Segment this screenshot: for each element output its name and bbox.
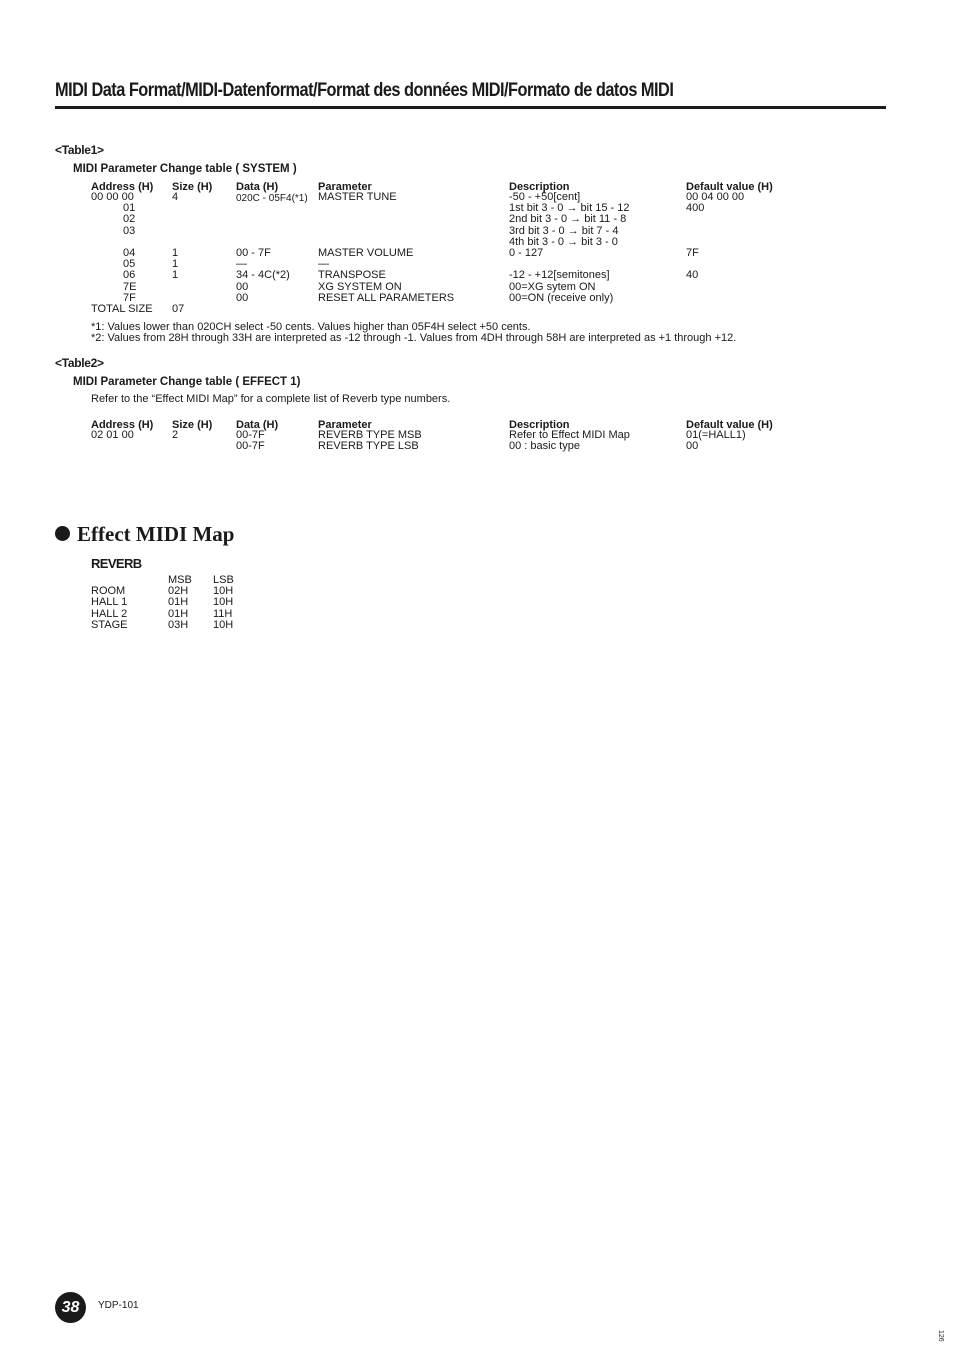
reverb-msb: 01H: [168, 596, 189, 608]
cell-address: 7F: [123, 292, 136, 304]
cell-description: 00=XG sytem ON: [509, 281, 596, 293]
cell-size: 07: [172, 303, 185, 315]
table2-header-data: Data (H): [236, 419, 279, 431]
cell-address: 02: [123, 213, 136, 225]
table1-header-default: Default value (H): [686, 181, 773, 193]
reverb-name: HALL 2: [91, 608, 128, 620]
cell-address: 7E: [123, 281, 137, 293]
table1-header-address: Address (H): [91, 181, 154, 193]
cell-description: 0 - 127: [509, 247, 544, 259]
cell-parameter: MASTER VOLUME: [318, 247, 414, 259]
title-rule: [55, 106, 886, 109]
table2-header-address: Address (H): [91, 419, 154, 431]
cell-parameter: MASTER TUNE: [318, 191, 397, 203]
reverb-name: ROOM: [91, 585, 126, 597]
cell-default: 01(=HALL1): [686, 429, 746, 441]
cell-default: 400: [686, 202, 705, 214]
cell-data: 00: [236, 292, 249, 304]
cell-parameter: RESET ALL PARAMETERS: [318, 292, 455, 304]
cell-size: 1: [172, 247, 179, 259]
reverb-msb: 01H: [168, 608, 189, 620]
cell-address: 03: [123, 225, 136, 237]
table1-subtitle: MIDI Parameter Change table ( SYSTEM ): [73, 163, 297, 175]
cell-description: 00 : basic type: [509, 440, 580, 452]
cell-address: 02 01 00: [91, 429, 134, 441]
cell-description: 4th bit 3 - 0 → bit 3 - 0: [509, 236, 618, 248]
table1-header-parameter: Parameter: [318, 181, 372, 193]
cell-description: 00=ON (receive only): [509, 292, 614, 304]
cell-description: 3rd bit 3 - 0 → bit 7 - 4: [509, 225, 619, 237]
cell-description: Refer to Effect MIDI Map: [509, 429, 630, 441]
cell-address: 00 00 00: [91, 191, 134, 203]
cell-parameter: TRANSPOSE: [318, 269, 386, 281]
cell-default: 00 04 00 00: [686, 191, 745, 203]
cell-default: 00: [686, 440, 699, 452]
page-number-badge: [55, 1292, 86, 1323]
cell-description: -50 - +50[cent]: [509, 191, 581, 203]
cell-address: 06: [123, 269, 136, 281]
table2-intro: Refer to the “Effect MIDI Map” for a complete list of Reverb type numbers.: [91, 393, 451, 405]
reverb-lsb: 10H: [213, 619, 234, 631]
cell-size: 1: [172, 258, 179, 270]
cell-size: 2: [172, 429, 179, 441]
side-page-number: 126: [937, 1330, 944, 1342]
reverb-lsb: 11H: [213, 608, 233, 620]
cell-description: 2nd bit 3 - 0 → bit 11 - 8: [509, 213, 627, 225]
reverb-name: HALL 1: [91, 596, 128, 608]
table2-subtitle: MIDI Parameter Change table ( EFFECT 1): [73, 376, 301, 388]
reverb-lsb: 10H: [213, 585, 234, 597]
reverb-lsb: 10H: [213, 596, 234, 608]
reverb-header-msb: MSB: [168, 574, 192, 586]
reverb-label: REVERB: [91, 556, 142, 571]
effect-map-title: Effect MIDI Map: [77, 522, 235, 546]
reverb-header-lsb: LSB: [213, 574, 234, 586]
cell-parameter: —: [318, 258, 329, 270]
cell-description: 1st bit 3 - 0 → bit 15 - 12: [509, 202, 630, 214]
cell-data: 020C - 05F4(*1): [236, 193, 308, 204]
model-name: YDP-101: [98, 1300, 139, 1311]
page-title: MIDI Data Format/MIDI-Datenformat/Format des données MIDI/Formato de datos MIDI: [55, 80, 674, 101]
table1-header-size: Size (H): [172, 181, 213, 193]
cell-default: 40: [686, 269, 699, 281]
table2-header-description: Description: [509, 419, 570, 431]
cell-description: -12 - +12[semitones]: [509, 269, 610, 281]
cell-address: TOTAL SIZE: [91, 303, 153, 315]
cell-parameter: XG SYSTEM ON: [318, 281, 402, 293]
bullet-icon: [55, 526, 70, 541]
table1-note-1: *1: Values lower than 020CH select -50 cents. Values higher than 05F4H select +50 cents.: [91, 321, 531, 333]
cell-data: 00-7F: [236, 440, 265, 452]
cell-address: 05: [123, 258, 136, 270]
table1-note-2: *2: Values from 28H through 33H are interpreted as -12 through -1. Values from 4DH through 58H are interpreted as +1 through +12.: [91, 332, 737, 344]
table2-header-size: Size (H): [172, 419, 213, 431]
cell-parameter: REVERB TYPE LSB: [318, 440, 419, 452]
cell-data: 34 - 4C(*2): [236, 269, 290, 281]
reverb-msb: 02H: [168, 585, 189, 597]
table1-header-description: Description: [509, 181, 570, 193]
page-number: 38: [61, 1298, 80, 1316]
cell-size: 4: [172, 191, 179, 203]
table2-label: <Table2>: [55, 356, 104, 370]
table1-header-data: Data (H): [236, 181, 279, 193]
cell-size: 1: [172, 269, 179, 281]
cell-address: 01: [123, 202, 136, 214]
table1-label: <Table1>: [55, 143, 104, 157]
cell-data: 00: [236, 281, 249, 293]
cell-address: 04: [123, 247, 136, 259]
cell-default: 7F: [686, 247, 699, 259]
cell-data: 00-7F: [236, 429, 265, 441]
table2-header-parameter: Parameter: [318, 419, 372, 431]
cell-data: —: [236, 258, 247, 270]
cell-data: 00 - 7F: [236, 247, 271, 259]
reverb-name: STAGE: [91, 619, 128, 631]
table2-header-default: Default value (H): [686, 419, 773, 431]
reverb-msb: 03H: [168, 619, 189, 631]
cell-parameter: REVERB TYPE MSB: [318, 429, 422, 441]
effect-map-heading: [55, 522, 234, 547]
